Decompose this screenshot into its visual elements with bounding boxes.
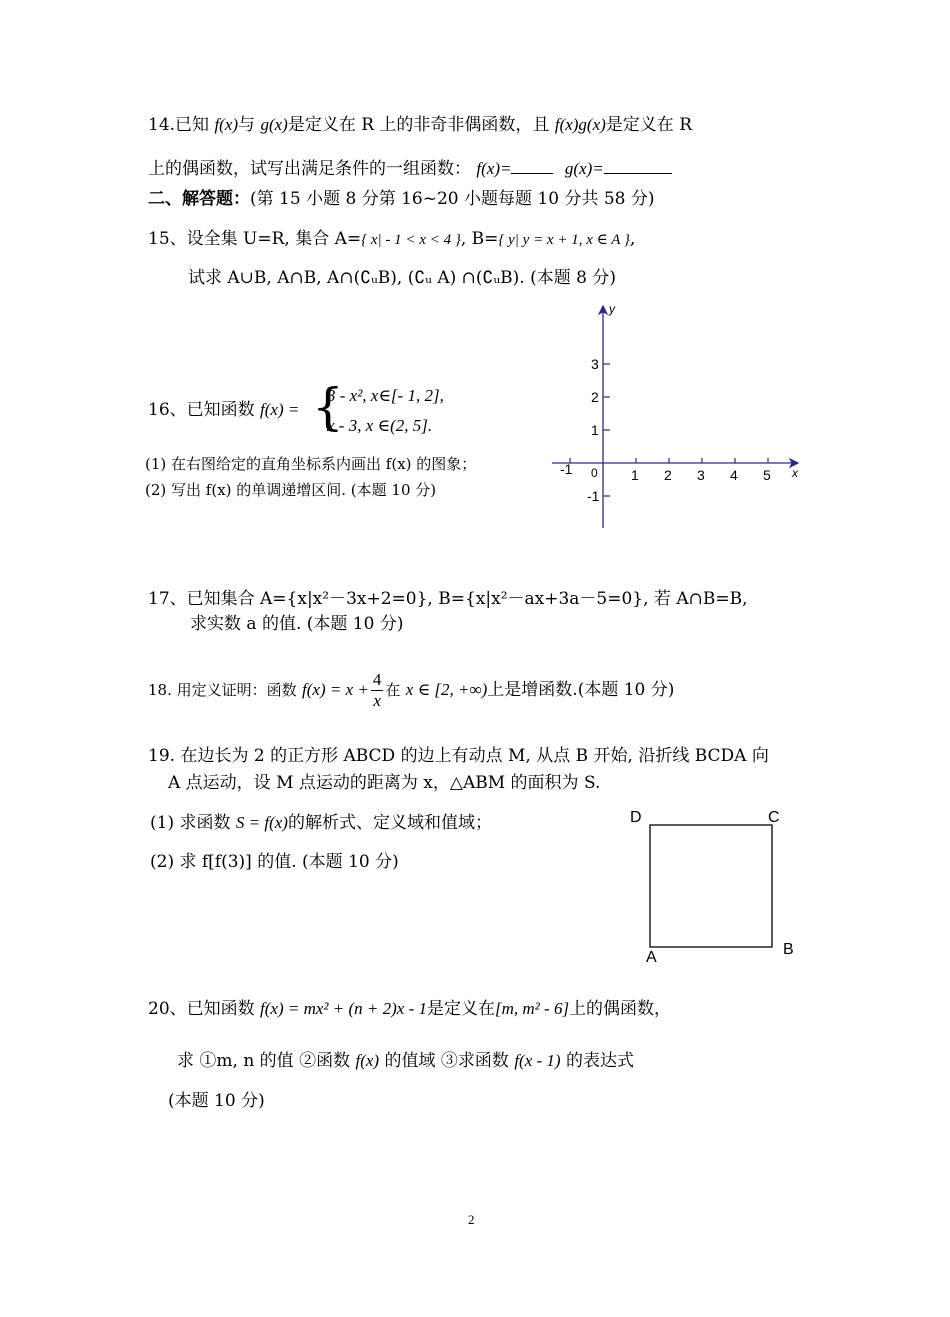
y-tick-marks xyxy=(603,364,610,496)
q15-line1: 15、设全集 U=R, 集合 A={ x| - 1 < x < 4 }, B={ y| y = x + 1, x ∈ A }, xyxy=(148,229,636,249)
origin-label: 0 xyxy=(591,466,598,480)
g-answer-label: g(x)= xyxy=(564,159,604,178)
x-tick-label: 3 xyxy=(697,467,705,483)
q19-part1: (1) 求函数 S = f(x)的解析式、定义域和值域； xyxy=(150,813,492,833)
piecewise-case-2: x - 3, x ∈(2, 5]. xyxy=(327,416,433,435)
q20-line3: (本题 10 分) xyxy=(168,1091,265,1111)
q20-line1: 20、已知函数 f(x) = mx² + (n + 2)x - 1是定义在[m, m² - 6]上的偶函数， xyxy=(148,999,672,1019)
x-tick-label: 5 xyxy=(763,467,771,483)
q17-line1: 17、已知集合 A={x|x²－3x+2=0}, B={x|x²－ax+3a－5=0}, 若 A∩B=B, xyxy=(148,589,748,609)
q19-part2: (2) 求 f[f(3)] 的值. (本题 10 分) xyxy=(150,852,399,872)
square-abcd xyxy=(620,800,820,970)
section2-heading xyxy=(148,187,655,211)
f-of-x: f(x) xyxy=(214,115,239,134)
q20-line2: 求 ①m, n 的值 ②函数 f(x) 的值域 ③求函数 f(x - 1) 的表达式 xyxy=(177,1051,634,1071)
x-tick-label: -1 xyxy=(560,461,573,477)
q18-interval: x ∈ [2, +∞) xyxy=(405,680,488,699)
q20-domain: [m, m² - 6] xyxy=(495,999,570,1018)
set-a: { x| - 1 < x < 4 } xyxy=(361,232,461,248)
section2-note: (第 15 小题 8 分第 16~20 小题每题 10 分共 58 分) xyxy=(250,189,655,209)
fraction-4-over-x: $\frac{4}{x}$ xyxy=(372,670,382,710)
y-axis-label: y xyxy=(609,302,615,316)
vertex-c: C xyxy=(768,809,780,826)
y-tick-label: 3 xyxy=(591,356,599,372)
q16-fx: f(x) = xyxy=(260,400,300,419)
coordinate-plane xyxy=(550,296,810,536)
vertex-d: D xyxy=(630,809,642,826)
x-tick-label: 1 xyxy=(631,467,639,483)
set-b: { y| y = x + 1, x ∈ A } xyxy=(498,232,630,248)
s-equals-fx: S = f(x) xyxy=(235,813,288,832)
piecewise-case-1: 3 - x², x∈[- 1, 2], xyxy=(327,386,444,405)
q14-line2: 上的偶函数，试写出满足条件的一组函数： f(x)= g(x)= xyxy=(148,157,672,181)
vertex-a: A xyxy=(646,949,657,966)
q14-number: 14. xyxy=(148,115,176,135)
q17-line2: 求实数 a 的值. (本题 10 分) xyxy=(190,614,404,634)
q18-fx: f(x) = x + xyxy=(302,680,369,699)
q20-function: f(x) = mx² + (n + 2)x - 1 xyxy=(260,999,428,1018)
page-number: 2 xyxy=(468,1212,475,1227)
y-tick-label: 2 xyxy=(591,389,599,405)
y-tick-label: 1 xyxy=(591,422,599,438)
q16-part1: (1) 在右图给定的直角坐标系内画出 f(x) 的图象； xyxy=(145,455,477,473)
f-answer-label: f(x)= xyxy=(476,159,512,178)
q16-part2: (2) 写出 f(x) 的单调递增区间. (本题 10 分) xyxy=(145,481,437,499)
y-tick-label: -1 xyxy=(587,488,600,504)
q14-line1: 14.已知 f(x)与 g(x)是定义在 R 上的非奇非偶函数，且 f(x)g(x)是定义在 R xyxy=(148,115,693,135)
q19-line1: 19. 在边长为 2 的正方形 ABCD 的边上有动点 M, 从点 B 开始, 沿折线 BCDA 向 xyxy=(148,746,769,766)
g-answer-blank[interactable] xyxy=(604,159,672,174)
q16-intro: 16、已知函数 f(x) = xyxy=(148,400,300,420)
piecewise-brace: { xyxy=(312,378,344,436)
q19-line2: A 点运动，设 M 点运动的距离为 x，△ABM 的面积为 S. xyxy=(168,773,601,793)
x-axis-label: x xyxy=(792,466,798,480)
section2-title: 二、解答题： xyxy=(148,189,250,209)
vertex-b: B xyxy=(783,941,794,958)
q18-line: 18. 用定义证明：函数 f(x) = x + $\frac{4}{x}$ 在 x ∈ [2, +∞)上是增函数.(本题 10 分) xyxy=(148,670,675,710)
x-tick-marks xyxy=(570,458,768,463)
f-answer-blank[interactable] xyxy=(511,159,553,174)
product-fg: f(x)g(x) xyxy=(554,115,606,134)
q15-line2: 试求 A∪B, A∩B, A∩(∁ᵤB), (∁ᵤ A) ∩(∁ᵤB). (本题 8 分) xyxy=(188,268,616,288)
g-of-x: g(x) xyxy=(260,115,288,134)
x-tick-label: 2 xyxy=(664,467,672,483)
x-tick-label: 4 xyxy=(730,467,738,483)
square-outline xyxy=(650,825,772,947)
